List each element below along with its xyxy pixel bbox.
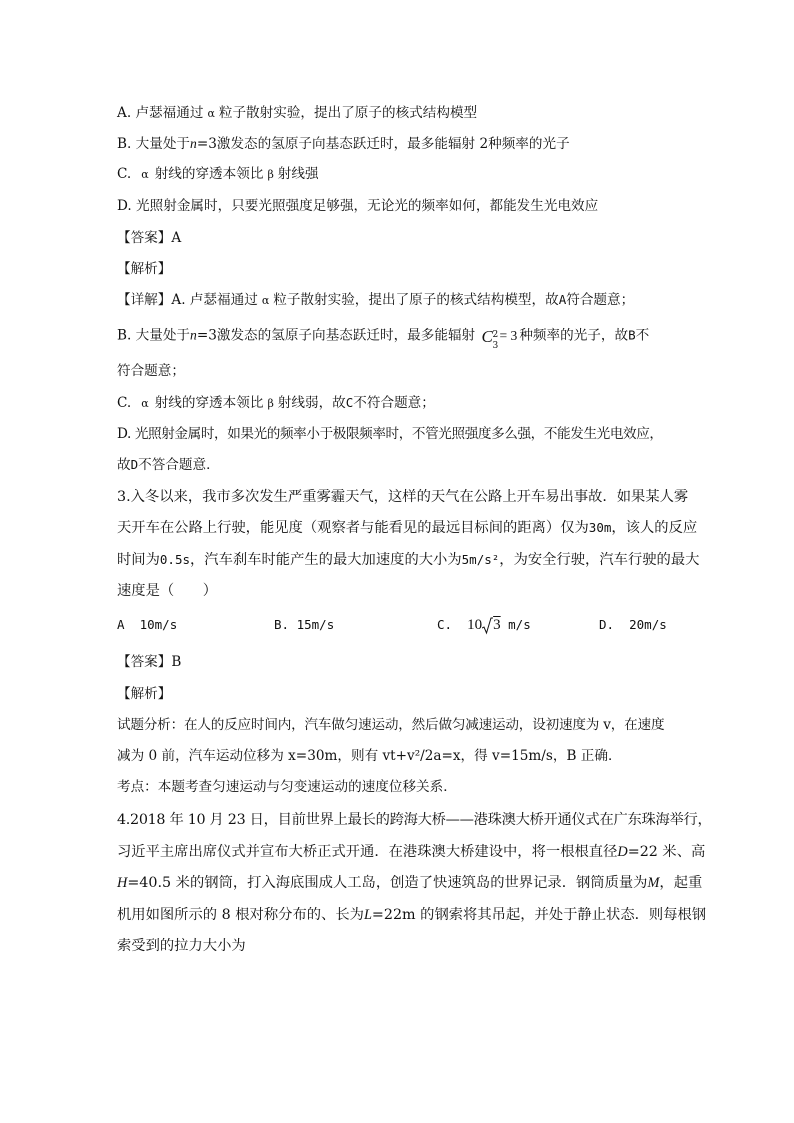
q2-option-d: D. 光照射金属时，只要光照强度足够强，无论光的频率如何，都能发生光电效应	[117, 198, 599, 214]
combination-symbol: C 2 3	[481, 327, 499, 351]
q3-option-c: C. 10 3 m/s	[437, 615, 531, 636]
q4-stem-line5: 索受到的拉力大小为	[117, 938, 246, 954]
q4-stem-line3: H=40.5 米的钢筒，打入海底围成人工岛，创造了快速筑岛的世界记录．钢筒质量为M，起重	[117, 875, 703, 891]
q3-stem-line3: 时间为0.5s，汽车刹车时能产生的最大加速度的大小为5m/s²，为安全行驶，汽车行驶的最大	[117, 552, 700, 568]
q2-detail-d: D. 光照射金属时，如果光的频率小于极限频率时，不管光照强度多么强，不能发生光电效应，	[117, 426, 663, 442]
q4-stem-line4: 机用如图所示的 8 根对称分布的、长为L=22m 的钢索将其吊起，并处于静止状态．则每根钢	[117, 907, 707, 923]
q3-option-d: D. 20m/s	[599, 617, 667, 632]
q2-detail-b-cont: 符合题意；	[117, 363, 185, 379]
q2-detail-d-cont: 故D不答合题意．	[117, 457, 220, 473]
q3-kaodian: 考点：本题考查匀速运动与匀变速运动的速度位移关系．	[117, 779, 457, 795]
q3-analysis-line2: 减为 0 前，汽车运动位移为 x=30m，则有 vt+v²/2a=x，得 v=15m/s，B 正确．	[117, 748, 622, 764]
q2-answer: 【答案】A	[117, 230, 182, 246]
q3-option-b: B. 15m/s	[274, 617, 335, 632]
q2-detail-b: B. 大量处于n=3激发态的氢原子向基态跃迁时，最多能辐射 C 2 3 = 3 种频率的光子，故B不	[117, 327, 650, 351]
q2-detail-a: 【详解】A. 卢瑟福通过 α 粒子散射实验，提出了原子的核式结构模型，故A符合题意；	[117, 292, 635, 308]
q2-analysis-heading: 【解析】	[117, 261, 172, 277]
q3-answer: 【答案】B	[117, 654, 182, 670]
q2-option-c: C. α 射线的穿透本领比 β 射线强	[117, 166, 319, 182]
q3-analysis-line1: 试题分析：在人的反应时间内，汽车做匀速运动，然后做匀减速运动，设初速度为 v，在速度	[117, 717, 665, 733]
q3-stem-line1: 3.入冬以来，我市多次发生严重雾霾天气，这样的天气在公路上开车易出事故．如果某人雾	[117, 489, 689, 505]
q3-stem-line2: 天开车在公路上行驶，能见度（观察者与能看见的最远目标间的距离）仅为30m，该人的反应	[117, 520, 698, 536]
q2-option-b: B. 大量处于n=3激发态的氢原子向基态跃迁时，最多能辐射 2种频率的光子	[117, 136, 570, 152]
sqrt-symbol	[482, 616, 493, 636]
q3-analysis-heading: 【解析】	[117, 686, 172, 702]
q3-option-a: A 10m/s	[117, 617, 178, 632]
q2-detail-c: C. α 射线的穿透本领比 β 射线弱，故C不符合题意；	[117, 395, 435, 411]
q3-stem-line4: 速度是（ ）	[117, 583, 218, 599]
q4-stem-line1: 4.2018 年 10 月 23 日，目前世界上最长的跨海大桥——港珠澳大桥开通仪式在广东珠海举行，	[117, 812, 712, 828]
q4-stem-line2: 习近平主席出席仪式并宣布大桥正式开通．在港珠澳大桥建设中，将一根根直径D=22 米、高	[117, 844, 706, 860]
q2-option-a: A. 卢瑟福通过 α 粒子散射实验，提出了原子的核式结构模型	[117, 105, 478, 121]
